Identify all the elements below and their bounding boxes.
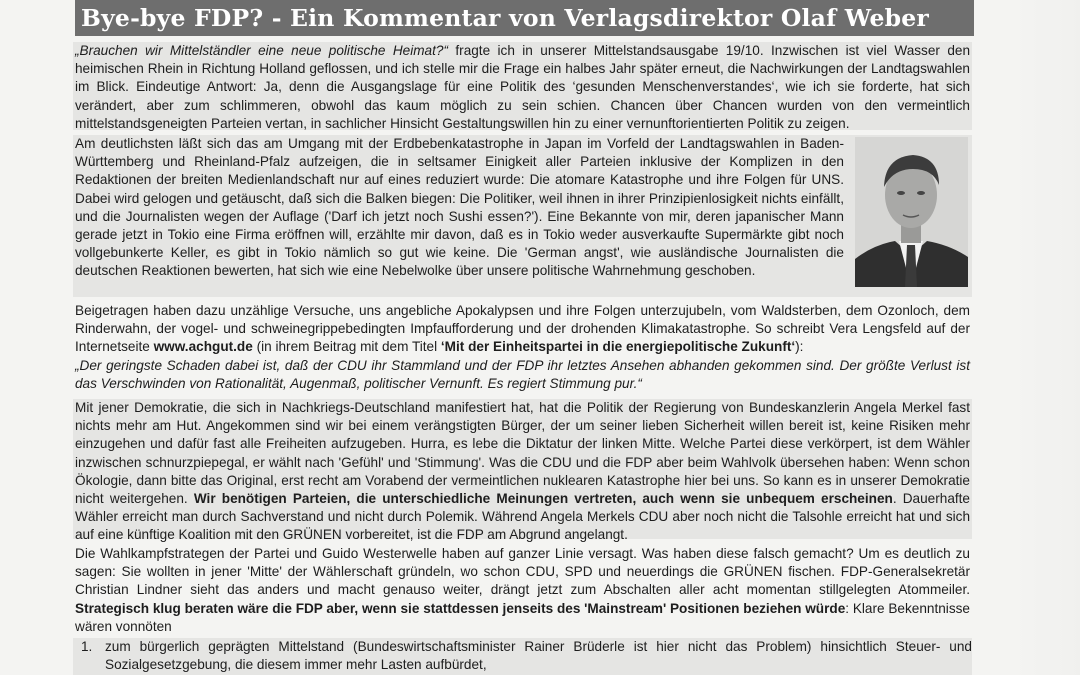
paragraph-intro xyxy=(73,42,972,130)
article-title: ‘Mit der Einheitspartei in die energiepolitische Zukunft‘ xyxy=(440,339,796,355)
scan-edge xyxy=(1008,0,1080,675)
achgut-link: www.achgut.de xyxy=(153,339,253,355)
headline-bar xyxy=(75,0,974,36)
japan-text: Am deutlichsten läßt sich das am Umgang mit der Erdbebenkatastrophe in Japan im Vorfeld der Landtagswahlen in Baden-Württemberg und Rheinland-Pfalz aufzeigen, die in seltsamer Einigkeit aller Parteien inklusive der Komplizen in den Redaktionen der breiten Medienlandschaft nur auf eines reduziert wurde: Die atomare Katastrophe und ihre Folgen für UNS. Dabei wird gelogen und getäuscht, daß sich die Balken biegen: Die Politiker, weil ihnen in ihrer Prinzipienlosigkeit nichts einfällt, und die Journalisten wegen der Auflage ('Darf ich jetzt noch Sushi essen?'). Eine Bekannte von mir, deren japanischer Mann gerade jetzt in Tokio eine Firma eröffnen will, erzählte mir davon, daß es in Tokio weder ausverkaufte Supermärkte gibt noch vollgebunkerte Keller, es gibt in Tokio nämlich so gut wie keine. Die 'German angst', wie ausländische Journalisten die deutschen Reaktionen bewerten, hat sich wie eine Nebelwolke über unsere politische Wahrnehmung geschoben. xyxy=(75,136,844,279)
democracy-text-2: . Dauerhafte Wähler erreicht man durch Sachverstand und nicht durch Polemik. Während Angela Merkels CDU aber noch nicht die Talsohle erreicht hat und sich auf eine künftige Koalition mit den GRÜNEN vorbereitet, ist die FDP am Abgrund angelangt. xyxy=(75,491,970,543)
author-photo-icon xyxy=(855,137,968,287)
paragraph-apocalypse xyxy=(73,302,972,394)
intro-quote: „Brauchen wir Mittelständler eine neue politische Heimat?“ xyxy=(75,43,448,58)
list-number: 1. xyxy=(81,639,93,654)
apocalypse-text-2: (in ihrem Beitrag mit dem Titel xyxy=(252,339,441,355)
apocalypse-text-3: ): xyxy=(795,339,804,355)
list-text: zum bürgerlich geprägten Mittelstand (Bundeswirtschaftsminister Rainer Brüderle ist hier nicht das Problem) hinsichtlich Steuer- und Sozialgesetzgebung, die diesem immer mehr Lasten aufbürdet, xyxy=(105,639,972,673)
paragraph-democracy xyxy=(73,399,972,543)
paragraph-strategy xyxy=(73,545,972,637)
list-item xyxy=(73,638,972,674)
apocalypse-text-1: Beigetragen haben dazu unzählige Versuche, uns angebliche Apokalypsen und ihre Folgen unterzujubeln, vom Waldsterben, dem Ozonloch, dem Rinderwahn, der vogel- und schweinegrippebedingten Impfaufforderung und der drohenden Klimakatastrophe. So schreibt Vera Lengsfeld auf der Internetseite xyxy=(75,303,970,355)
democracy-text-1: Mit jener Demokratie, die sich in Nachkriegs-Deutschland manifestiert hat, hat die Politik der Regierung von Bundeskanzlerin Angela Merkel fast nichts mehr am Hut. Angekommen sind wir bei einem verängstigten Bürger, der um seiner lieben Sicherheit willen bereit ist, keine Risiken mehr einzugehen und dafür fast alle Freiheiten aufzugeben. Hurra, es lebe die Diktatur der linken Mitte. Welche Partei diese verkörpert, ist dem Wähler inzwischen schnurzpiepegal, er wählt nach 'Gefühl' und 'Stimmung'. Was die CDU und die FDP aber beim Wahlvolk übersehen haben: Wenn schon Ökologie, dann bitte das Original, erst recht am Vorabend der vermeintlichen nuklearen Katastrophe hier bei uns. So kann es in unserer Demokratie nicht weitergehen. xyxy=(75,400,970,507)
paragraph-japan xyxy=(73,135,972,297)
intro-text: fragte ich in unserer Mittelstandsausgabe 19/10. Inzwischen ist viel Wasser den heimischen Rhein in Richtung Holland geflossen, und ich stelle mir die Frage ein halbes Jahr später erneut, die Nachwirkungen der Landtagswahlen im Blick. Eindeutige Antwort: Ja, denn die Ausgangslage für eine Politik des ‘gesunden Menschenverstandes‘, wie ich sie forderte, hat sich verändert, aber zum schlimmeren, obwohl das kaum möglich zu sein schien. Chancen über Chancen wurden von den vermeintlich mittelstandsgeneigten Parteien vertan, in sachlicher Hinsicht Gestaltungswillen hin zu einer vernunftorientierten Politik zu zeigen. xyxy=(75,43,971,131)
strategy-bold: Strategisch klug beraten wäre die FDP aber, wenn sie stattdessen jenseits des 'Mainstream' Positionen beziehen würde xyxy=(75,600,846,616)
lengsfeld-quote: „Der geringste Schaden dabei ist, daß der CDU ihr Stammland und der FDP ihr letztes Ansehen abhanden gekommen sind. Der größte Verlust ist das Verschwinden von Rationalität, Augenmaß, politischer Vernunft. Es regiert Stimmung pur.“ xyxy=(75,357,970,391)
numbered-list xyxy=(73,638,972,675)
strategy-text-1: Die Wahlkampfstrategen der Partei und Guido Westerwelle haben auf ganzer Linie versagt. Was haben diese falsch gemacht? Um es deutlich zu sagen: Sie wollten in jener 'Mitte' der Wählerschaft gründeln, wo schon CDU, SPD und neuerdings die GRÜNEN fischen. FDP-Generalsekretär Christian Lindner sieht das anders und macht genauso weiter, drängt jetzt zum Abschalten aller acht momentan stillgelegten Atommeiler. xyxy=(75,546,970,598)
author-portrait xyxy=(855,137,968,287)
democracy-bold: Wir benötigen Parteien, die unterschiedliche Meinungen vertreten, auch wenn sie unbequem erscheinen xyxy=(193,491,893,507)
strategy-text-2: : Klare Bekenntnisse wären vonnöten xyxy=(75,600,970,634)
headline: Bye-bye FDP? - Ein Kommentar von Verlagsdirektor Olaf Weber xyxy=(81,4,929,32)
